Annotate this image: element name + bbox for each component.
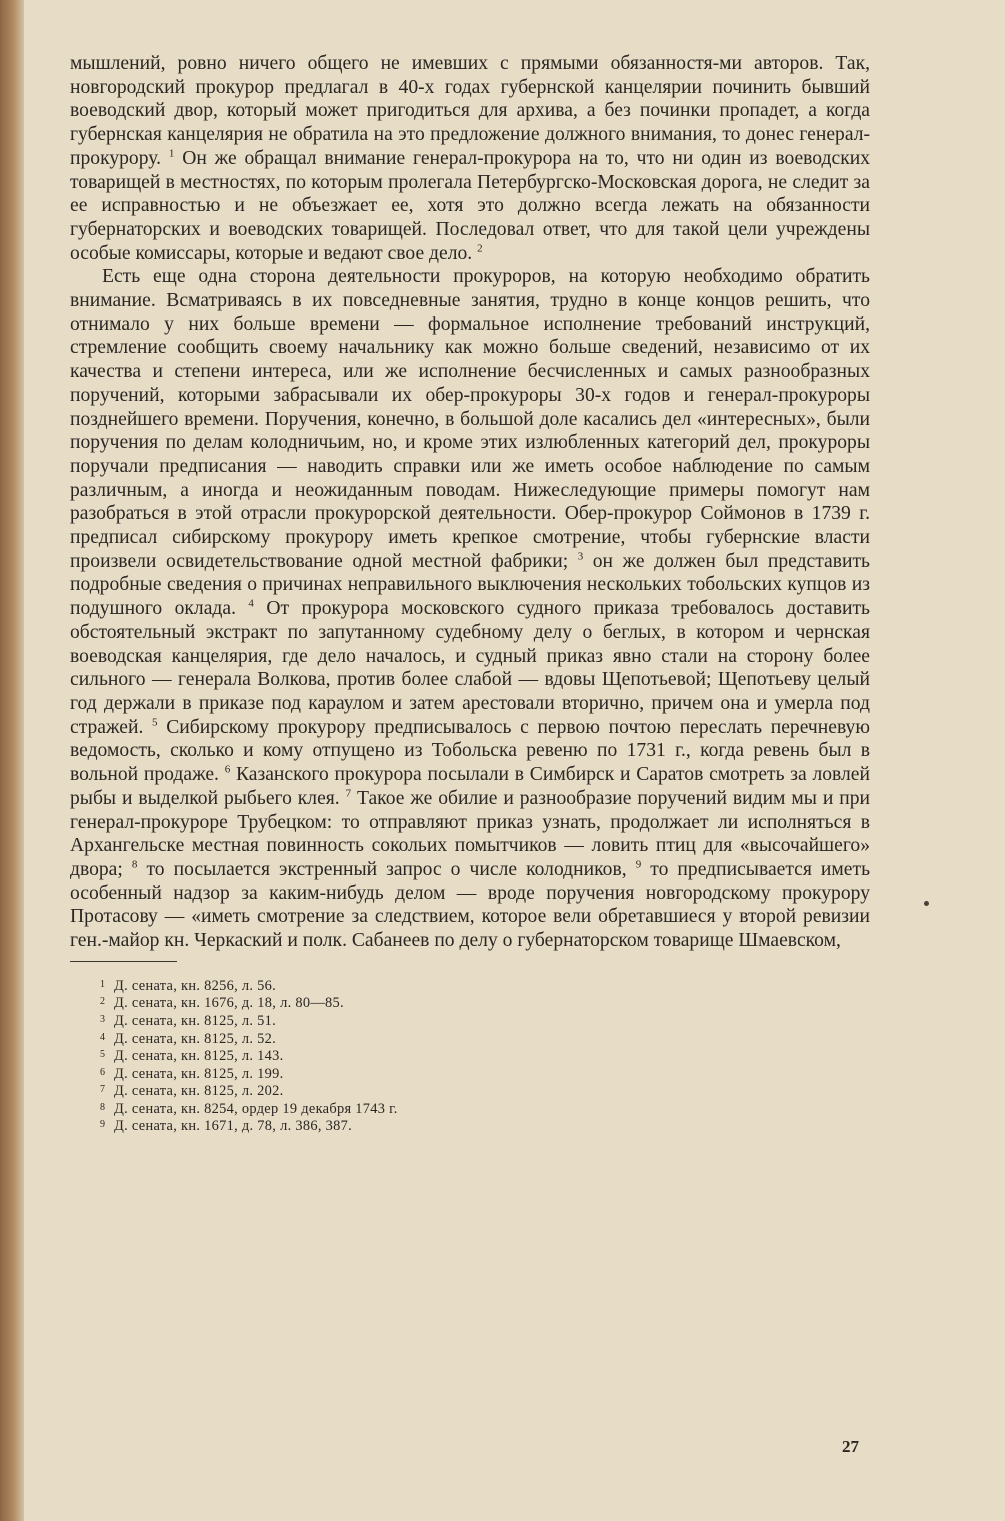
footnote-item xyxy=(100,1083,870,1101)
footnote-mark: 2 xyxy=(100,996,106,1008)
footnotes-list xyxy=(70,978,870,1136)
text-segment: Такое же обилие и разнообразие поручений видим мы и при генерал-прокуроре Трубецком: то отправляют приказ узнать, продолжает ли исполняться в Архангельске местная повинность сокольих помытчиков — ловить птиц для «высочайшего» двора; xyxy=(70,787,870,880)
footnote-item xyxy=(100,1013,870,1031)
text-segment: мышлений, ровно ничего общего не имевших с прямыми обязанностя-ми авторов. Так, новгородский прокурор предлагал в 40-х годах губернской канцелярии починить бывший воеводский двор, который может пригодиться для архива, а без починки пропадет, а когда губернская канцелярия не обратила на это предложение должного внимания, то донес генерал-прокурору. xyxy=(70,53,870,169)
footnote-text: Д. сената, кн. 8125, л. 199. xyxy=(114,1065,284,1082)
book-spine-shadow xyxy=(0,0,24,1521)
main-text xyxy=(70,52,870,953)
footnote-item xyxy=(100,1066,870,1084)
footnote-item xyxy=(100,978,870,996)
paper-speck xyxy=(924,901,929,906)
text-segment: От прокурора московского судного приказа требовалось доставить обстоятельный экстракт по запутанному судебному делу о беглых, в котором и чернская воеводская канцелярия, где дело началось, и судный приказ явно стали на сторону более сильного — генерала Волкова, против более слабой — вдовы Щепотьевой; Щепотьеву целый год держали в приказе под караулом и затем арестовали вторично, причем она и умерла под стражей. xyxy=(70,598,870,738)
book-page xyxy=(70,52,870,1136)
footnote-ref: 5 xyxy=(152,716,158,729)
footnote-text: Д. сената, кн. 8125, л. 202. xyxy=(114,1083,284,1100)
footnote-mark: 1 xyxy=(100,978,106,990)
footnote-mark: 4 xyxy=(100,1031,106,1043)
footnote-ref: 2 xyxy=(477,242,483,255)
footnote-mark: 7 xyxy=(100,1084,106,1096)
footnote-text: Д. сената, кн. 8254, ордер 19 декабря 1743 г. xyxy=(114,1100,398,1117)
footnote-text: Д. сената, кн. 8125, л. 52. xyxy=(114,1030,277,1047)
footnote-ref: 7 xyxy=(345,787,352,800)
footnote-text: Д. сената, кн. 1676, д. 18, л. 80—85. xyxy=(114,995,344,1012)
footnote-mark: 8 xyxy=(100,1101,106,1113)
footnote-item xyxy=(100,1118,870,1136)
footnote-ref: 8 xyxy=(131,858,138,871)
footnote-text: Д. сената, кн. 1671, д. 78, л. 386, 387. xyxy=(114,1118,353,1135)
footnote-item xyxy=(100,995,870,1013)
footnote-mark: 5 xyxy=(100,1049,106,1061)
footnote-ref: 1 xyxy=(168,147,175,160)
text-segment: он же должен был представить подробные сведения о причинах неправильного выключения нескольких тобольских купцов из подушного оклада. xyxy=(70,550,870,620)
text-segment: то предписывается иметь особенный надзор за каким-нибудь делом — вроде поручения новгородскому прокурору Протасову — «иметь смотрение за следствием, которое вели обретавшиеся у второй ревизии ген.-майор кн. Черкаский и полк. Сабанеев по делу о губернаторском товарище Шмаевском, xyxy=(70,858,871,952)
text-segment: то посылается экстренный запрос о числе колодников, xyxy=(146,858,627,880)
footnote-ref: 6 xyxy=(224,763,231,776)
footnote-ref: 4 xyxy=(248,597,254,610)
text-segment: Казанского прокурора посылали в Симбирск и Саратов смотреть за ловлей рыбы и выделкой рыбьего клея. xyxy=(70,764,870,809)
paragraph-1 xyxy=(70,52,870,265)
text-segment: Сибирскому прокурору предписывалось с первою почтою переслать перечневую ведомость, сколько и кому отпущено из Тобольска ревеню по 1731 г., когда ревень был в вольной продаже. xyxy=(70,716,870,786)
footnote-ref: 9 xyxy=(635,858,642,871)
footnote-ref: 3 xyxy=(577,550,584,563)
footnote-item xyxy=(100,1048,870,1066)
footnote-item xyxy=(100,1031,870,1049)
text-segment: Он же обращал внимание генерал-прокурора на то, что ни один из воеводских товарищей в местностях, по которым пролегала Петербургско-Московская дорога, не следит за ее исправностью и не объезжает ее, хотя это должно всегда лежать на обязанности губернаторских и воеводских товарищей. Последовал ответ, что для такой цели учреждены особые комиссары, которые и ведают свое дело. xyxy=(70,147,870,264)
footnote-mark: 9 xyxy=(100,1119,106,1131)
footnote-text: Д. сената, кн. 8125, л. 143. xyxy=(114,1048,284,1065)
footnote-text: Д. сената, кн. 8256, л. 56. xyxy=(114,977,277,994)
text-segment: Есть еще одна сторона деятельности прокуроров, на которую необходимо обратить внимание. Всматриваясь в их повседневные занятия, трудно в конце концов решить, что отнимало у них больше времени — формальное исполнение требований инструкций, стремление сообщить своему начальнику как можно больше сведений, независимо от их качества и степени интереса, или же исполнение бесчисленных и самых разнообразных поручений, которыми забрасывали их обер-прокуроры 30-х годов и генерал-прокуроры позднейшего времени. Поручения, конечно, в большой доле касались дел «интересных», были поручения по делам колодничьим, но, и кроме этих излюбленных категорий дел, прокуроры поручали предписания — наводить справки или же иметь особое наблюдение по самым различным, а иногда и неожиданным поводам. Нижеследующие примеры помогут нам разобраться в этой отрасли прокурорской деятельности. Обер-прокурор Соймонов в 1739 г. предписал сибирскому прокурору иметь крепкое смотрение, чтобы губернские власти произвели освидетельствование одной местной фабрики; xyxy=(70,266,870,572)
footnote-text: Д. сената, кн. 8125, л. 51. xyxy=(114,1012,277,1029)
footnote-mark: 3 xyxy=(100,1013,106,1025)
footnote-item xyxy=(100,1101,870,1119)
footnote-divider xyxy=(70,961,177,962)
paragraph-2 xyxy=(70,265,870,952)
footnote-mark: 6 xyxy=(100,1066,106,1078)
page-number: 27 xyxy=(842,1437,859,1456)
